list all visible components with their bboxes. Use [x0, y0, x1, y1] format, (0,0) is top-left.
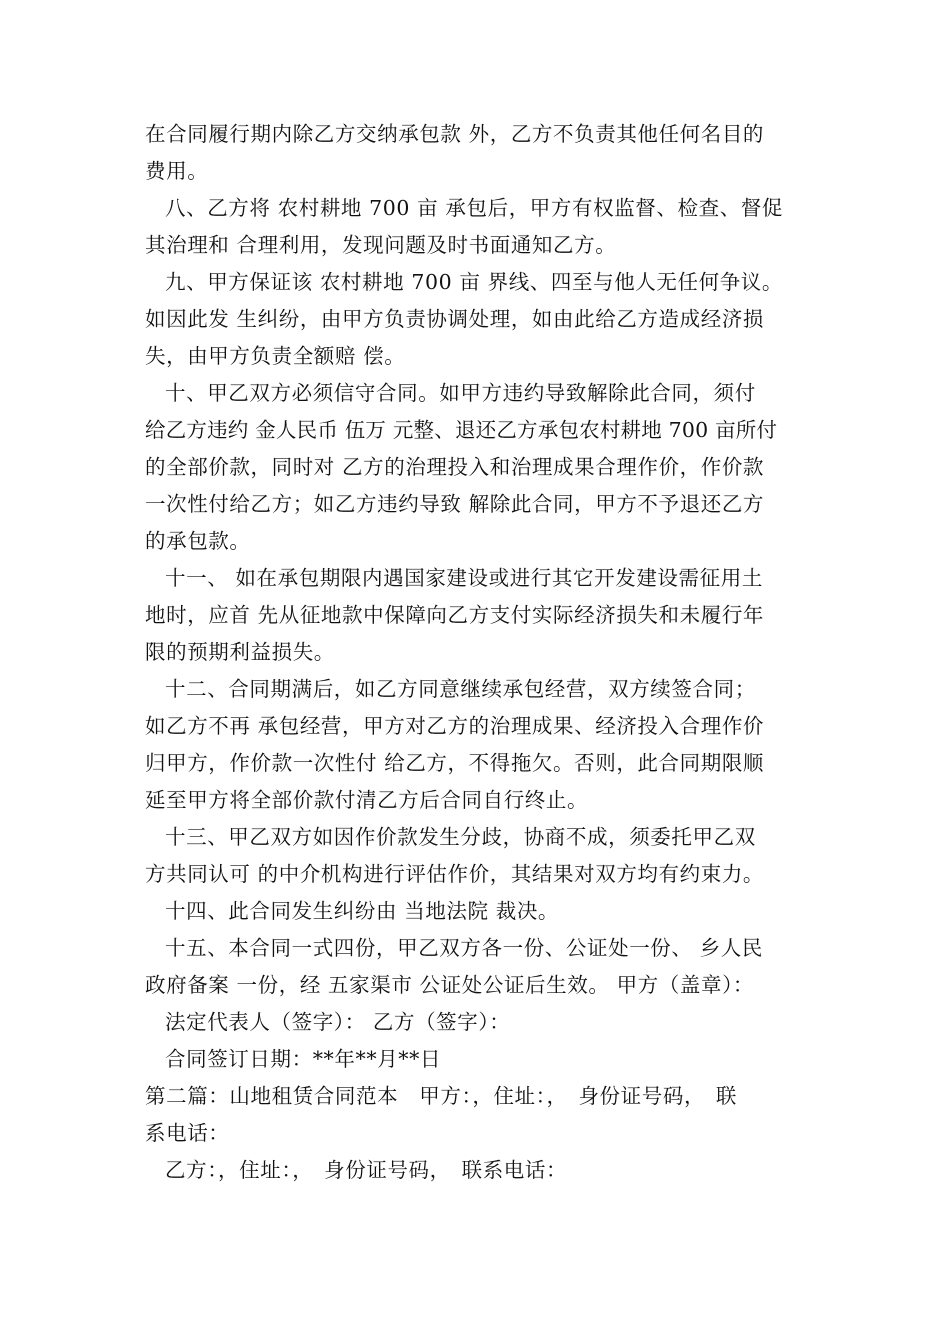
text-line: 其治理和 合理利用，发现问题及时书面通知乙方。 [145, 233, 617, 257]
text-line: 方共同认可 的中介机构进行评估作价，其结果对双方均有约束力。 [145, 862, 765, 886]
text-line: 地时，应首 先从征地款中保障向乙方支付实际经济损失和未履行年 [145, 603, 765, 627]
text-line: 在合同履行期内除乙方交纳承包款 外，乙方不负责其他任何名目的 [145, 122, 765, 146]
text-line: 失，由甲方负责全额赔 偿。 [145, 344, 406, 368]
text-line: 如乙方不再 承包经营，甲方对乙方的治理成果、经济投入合理作价 [145, 714, 765, 738]
signing-date-line: 合同签订日期：**年**月**日 [165, 1047, 442, 1071]
signature-line: 法定代表人（签字）： 乙方（签字）： [165, 1010, 511, 1034]
section-two-heading: 第二篇：山地租赁合同范本 甲方：，住址：， 身份证号码， 联 [145, 1084, 737, 1108]
clause-15-line: 十五、本合同一式四份，甲乙双方各一份、公证处一份、 乡人民 [165, 936, 763, 960]
clause-12-line: 十二、合同期满后，如乙方同意继续承包经营，双方续签合同； [165, 677, 756, 701]
text-line: 的全部价款，同时对 乙方的治理投入和治理成果合理作价，作价款 [145, 455, 765, 479]
text-line: 的承包款。 [145, 529, 251, 553]
clause-10-line: 十、甲乙双方必须信守合同。如甲方违约导致解除此合同，须付 [165, 381, 756, 405]
text-line: 费用。 [145, 159, 209, 183]
text-line: 延至甲方将全部价款付清乙方后合同自行终止。 [145, 788, 589, 812]
text-line: 系电话： [145, 1121, 230, 1145]
clause-11-line: 十一、 如在承包期限内遇国家建设或进行其它开发建设需征用土 [165, 566, 763, 590]
clause-9-line: 九、甲方保证该 农村耕地 700 亩 界线、四至与他人无任何争议。 [165, 270, 783, 294]
text-line: 给乙方违约 金人民币 伍万 元整、退还乙方承包农村耕地 700 亩所付 [145, 418, 778, 442]
clause-14-line: 十四、此合同发生纠纷由 当地法院 裁决。 [165, 899, 560, 923]
party-b-line: 乙方：，住址：， 身份证号码， 联系电话： [165, 1158, 568, 1182]
text-line: 限的预期利益损失。 [145, 640, 335, 664]
text-line: 政府备案 一份，经 五家渠市 公证处公证后生效。 甲方（盖章）： [145, 973, 755, 997]
clause-8-line: 八、乙方将 农村耕地 700 亩 承包后，甲方有权监督、检查、督促 [165, 196, 783, 220]
text-line: 如因此发 生纠纷，由甲方负责协调处理，如由此给乙方造成经济损 [145, 307, 765, 331]
text-line: 一次性付给乙方；如乙方违约导致 解除此合同，甲方不予退还乙方 [145, 492, 765, 516]
document-body [145, 116, 815, 1189]
text-line: 归甲方，作价款一次性付 给乙方，不得拖欠。否则，此合同期限顺 [145, 751, 765, 775]
clause-13-line: 十三、甲乙双方如因作价款发生分歧，协商不成，须委托甲乙双 [165, 825, 756, 849]
